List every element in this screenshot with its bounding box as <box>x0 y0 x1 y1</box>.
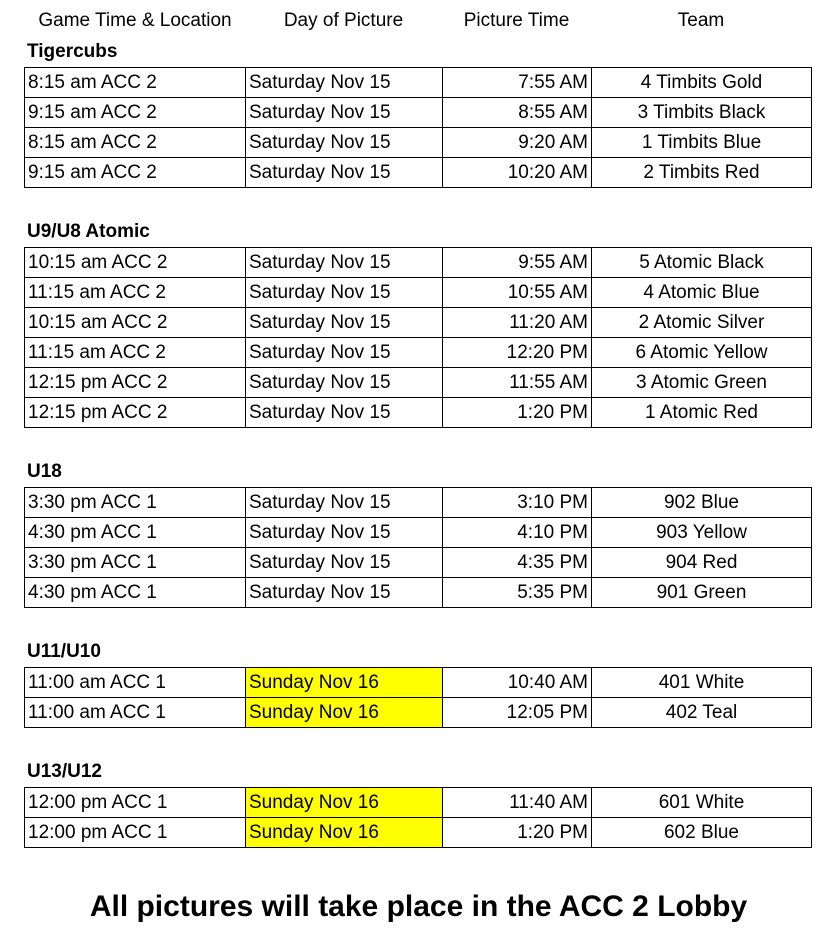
cell-game: 3:30 pm ACC 1 <box>25 488 246 518</box>
schedule-table-u9-u8-atomic <box>24 247 812 428</box>
table-row <box>25 398 812 428</box>
cell-time: 11:55 AM <box>443 368 592 398</box>
table-row <box>25 248 812 278</box>
cell-team: 2 Timbits Red <box>592 158 812 188</box>
column-headers <box>0 10 837 34</box>
cell-time: 10:20 AM <box>443 158 592 188</box>
cell-game: 11:15 am ACC 2 <box>25 278 246 308</box>
cell-team: 4 Timbits Gold <box>592 68 812 98</box>
cell-day: Saturday Nov 15 <box>246 338 443 368</box>
cell-game: 10:15 am ACC 2 <box>25 248 246 278</box>
table-row <box>25 578 812 608</box>
cell-game: 12:15 pm ACC 2 <box>25 398 246 428</box>
table-row <box>25 128 812 158</box>
cell-team: 1 Atomic Red <box>592 398 812 428</box>
cell-day: Saturday Nov 15 <box>246 578 443 608</box>
table-row <box>25 338 812 368</box>
header-game-time-location: Game Time & Location <box>38 10 232 31</box>
cell-day: Saturday Nov 15 <box>246 518 443 548</box>
header-day-of-picture: Day of Picture <box>283 10 404 31</box>
cell-team: 904 Red <box>592 548 812 578</box>
cell-time: 7:55 AM <box>443 68 592 98</box>
cell-game: 9:15 am ACC 2 <box>25 98 246 128</box>
footer-note: All pictures will take place in the ACC 2 Lobby <box>89 890 748 923</box>
table-row <box>25 278 812 308</box>
cell-day: Saturday Nov 15 <box>246 98 443 128</box>
cell-day: Saturday Nov 15 <box>246 308 443 338</box>
cell-time: 10:40 AM <box>443 668 592 698</box>
cell-game: 3:30 pm ACC 1 <box>25 548 246 578</box>
cell-time: 9:55 AM <box>443 248 592 278</box>
table-row <box>25 548 812 578</box>
cell-time: 4:10 PM <box>443 518 592 548</box>
cell-game: 4:30 pm ACC 1 <box>25 578 246 608</box>
cell-day: Saturday Nov 15 <box>246 368 443 398</box>
table-row <box>25 818 812 848</box>
cell-time: 12:05 PM <box>443 698 592 728</box>
schedule-table-u11-u10 <box>24 667 812 728</box>
cell-game: 12:00 pm ACC 1 <box>25 818 246 848</box>
section-title-u13-u12: U13/U12 <box>27 761 102 782</box>
section-title-u9-u8-atomic: U9/U8 Atomic <box>27 221 150 242</box>
cell-time: 1:20 PM <box>443 398 592 428</box>
cell-time: 3:10 PM <box>443 488 592 518</box>
cell-day: Saturday Nov 15 <box>246 68 443 98</box>
cell-time: 4:35 PM <box>443 548 592 578</box>
cell-team: 903 Yellow <box>592 518 812 548</box>
header-team: Team <box>677 10 725 31</box>
cell-team: 2 Atomic Silver <box>592 308 812 338</box>
cell-team: 401 White <box>592 668 812 698</box>
cell-team: 5 Atomic Black <box>592 248 812 278</box>
cell-game: 12:15 pm ACC 2 <box>25 368 246 398</box>
cell-game: 11:15 am ACC 2 <box>25 338 246 368</box>
cell-team: 6 Atomic Yellow <box>592 338 812 368</box>
schedule-table-tigercubs <box>24 67 812 188</box>
section-title-u11-u10: U11/U10 <box>27 641 101 662</box>
section-title-u18: U18 <box>27 461 62 482</box>
cell-game: 11:00 am ACC 1 <box>25 668 246 698</box>
cell-day-highlighted: Sunday Nov 16 <box>246 668 443 698</box>
cell-time: 11:20 AM <box>443 308 592 338</box>
cell-time: 10:55 AM <box>443 278 592 308</box>
cell-day: Saturday Nov 15 <box>246 398 443 428</box>
cell-team: 3 Atomic Green <box>592 368 812 398</box>
table-row <box>25 488 812 518</box>
table-row <box>25 788 812 818</box>
cell-time: 1:20 PM <box>443 818 592 848</box>
cell-team: 602 Blue <box>592 818 812 848</box>
cell-day-highlighted: Sunday Nov 16 <box>246 788 443 818</box>
table-row <box>25 368 812 398</box>
schedule-table-u18 <box>24 487 812 608</box>
cell-game: 11:00 am ACC 1 <box>25 698 246 728</box>
cell-team: 3 Timbits Black <box>592 98 812 128</box>
table-row <box>25 308 812 338</box>
cell-day-highlighted: Sunday Nov 16 <box>246 698 443 728</box>
table-row <box>25 158 812 188</box>
cell-day: Saturday Nov 15 <box>246 158 443 188</box>
cell-game: 10:15 am ACC 2 <box>25 308 246 338</box>
cell-day: Saturday Nov 15 <box>246 248 443 278</box>
schedule-table-u13-u12 <box>24 787 812 848</box>
cell-day: Saturday Nov 15 <box>246 488 443 518</box>
cell-game: 12:00 pm ACC 1 <box>25 788 246 818</box>
cell-team: 402 Teal <box>592 698 812 728</box>
cell-team: 901 Green <box>592 578 812 608</box>
cell-team: 601 White <box>592 788 812 818</box>
cell-game: 8:15 am ACC 2 <box>25 128 246 158</box>
cell-day: Saturday Nov 15 <box>246 128 443 158</box>
cell-team: 1 Timbits Blue <box>592 128 812 158</box>
cell-game: 4:30 pm ACC 1 <box>25 518 246 548</box>
section-title-tigercubs: Tigercubs <box>27 41 118 62</box>
cell-game: 9:15 am ACC 2 <box>25 158 246 188</box>
cell-time: 8:55 AM <box>443 98 592 128</box>
cell-day-highlighted: Sunday Nov 16 <box>246 818 443 848</box>
cell-day: Saturday Nov 15 <box>246 278 443 308</box>
cell-time: 11:40 AM <box>443 788 592 818</box>
table-row <box>25 698 812 728</box>
table-row <box>25 98 812 128</box>
header-picture-time: Picture Time <box>463 10 570 31</box>
table-row <box>25 518 812 548</box>
cell-team: 4 Atomic Blue <box>592 278 812 308</box>
cell-time: 12:20 PM <box>443 338 592 368</box>
table-row <box>25 668 812 698</box>
cell-game: 8:15 am ACC 2 <box>25 68 246 98</box>
cell-day: Saturday Nov 15 <box>246 548 443 578</box>
cell-time: 5:35 PM <box>443 578 592 608</box>
cell-team: 902 Blue <box>592 488 812 518</box>
table-row <box>25 68 812 98</box>
cell-time: 9:20 AM <box>443 128 592 158</box>
